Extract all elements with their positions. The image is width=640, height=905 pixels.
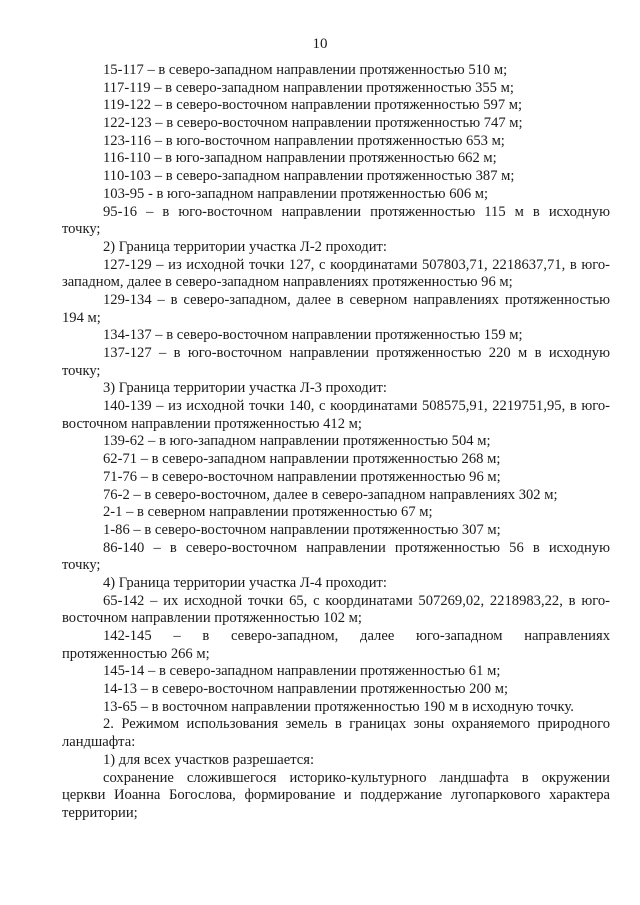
- text-line: 2. Режимом использования земель в границах зоны охраняемого природного: [103, 716, 610, 733]
- text-line: 122-123 – в северо-восточном направлении протяженностью 747 м;: [103, 115, 523, 132]
- text-line: 2-1 – в северном направлении протяженностью 67 м;: [103, 504, 433, 521]
- text-line: восточном направлении протяженностью 412 м;: [62, 415, 362, 432]
- text-line: 15-117 – в северо-западном направлении протяженностью 510 м;: [103, 62, 508, 78]
- text-line: 103-95 - в юго-западном направлении протяженностью 606 м;: [103, 185, 489, 202]
- text-line: церкви Иоанна Богослова, формирование и поддержание лугопаркового характера: [62, 787, 610, 804]
- text-line: 2) Граница территории участка Л-2 проходит:: [103, 238, 387, 255]
- text-line: 3) Граница территории участка Л-3 проходит:: [103, 380, 387, 397]
- text-line: 65-142 – их исходной точки 65, с координатами 507269,02, 2218983,22, в юго-: [103, 592, 610, 609]
- text-line: 194 м;: [62, 309, 101, 326]
- text-line: 134-137 – в северо-восточном направлении протяженностью 159 м;: [103, 327, 523, 344]
- text-line: 119-122 – в северо-восточном направлении протяженностью 597 м;: [103, 97, 523, 114]
- text-line: 1) для всех участков разрешается:: [103, 751, 315, 768]
- text-line: 14-13 – в северо-восточном направлении протяженностью 200 м;: [103, 681, 508, 698]
- text-line: 116-110 – в юго-западном направлении протяженностью 662 м;: [103, 150, 497, 167]
- text-line: точку;: [62, 557, 101, 574]
- text-line: сохранение сложившегося историко-культурного ландшафта в окружении: [103, 769, 610, 786]
- text-line: восточном направлении протяженностью 102 м;: [62, 610, 362, 627]
- text-line: 117-119 – в северо-западном направлении протяженностью 355 м;: [103, 79, 514, 96]
- text-line: протяженностью 266 м;: [62, 645, 210, 662]
- text-line: 110-103 – в северо-западном направлении протяженностью 387 м;: [103, 168, 515, 185]
- document-body: [62, 62, 610, 823]
- text-line: точку;: [62, 362, 101, 379]
- text-line: 127-129 – из исходной точки 127, с координатами 507803,71, 2218637,71, в юго-: [103, 256, 610, 273]
- text-line: точку;: [62, 221, 101, 238]
- text-line: 71-76 – в северо-восточном направлении протяженностью 96 м;: [103, 468, 501, 485]
- text-line: 86-140 – в северо-восточном направлении протяженностью 56 в исходную: [103, 539, 610, 556]
- text-line: 76-2 – в северо-восточном, далее в северо-западном направлениях 302 м;: [103, 486, 558, 503]
- text-line: 140-139 – из исходной точки 140, с координатами 508575,91, 2219751,95, в юго-: [103, 398, 610, 415]
- text-line: 137-127 – в юго-восточном направлении протяженностью 220 м в исходную: [103, 345, 610, 361]
- text-line: территории;: [62, 804, 138, 821]
- text-line: 139-62 – в юго-западном направлении протяженностью 504 м;: [103, 433, 491, 450]
- text-line: 95-16 – в юго-восточном направлении протяженностью 115 м в исходную: [103, 203, 610, 220]
- text-line: 123-116 – в юго-восточном направлении протяженностью 653 м;: [103, 132, 505, 149]
- text-line: 1-86 – в северо-восточном направлении протяженностью 307 м;: [103, 521, 501, 538]
- text-line: 129-134 – в северо-западном, далее в северном направлениях протяженностью: [103, 291, 610, 308]
- text-line: 4) Граница территории участка Л-4 проходит:: [103, 574, 387, 591]
- text-line: 13-65 – в восточном направлении протяженностью 190 м в исходную точку.: [103, 698, 574, 715]
- text-line: 145-14 – в северо-западном направлении протяженностью 61 м;: [103, 663, 501, 680]
- text-line: 142-145 – в северо-западном, далее юго-западном направлениях: [103, 628, 610, 644]
- text-line: 62-71 – в северо-западном направлении протяженностью 268 м;: [103, 451, 501, 468]
- text-line: ландшафта:: [62, 734, 136, 751]
- text-line: западном, далее в северо-западном направлениях протяженностью 96 м;: [62, 274, 513, 291]
- page-number: 10: [312, 36, 328, 52]
